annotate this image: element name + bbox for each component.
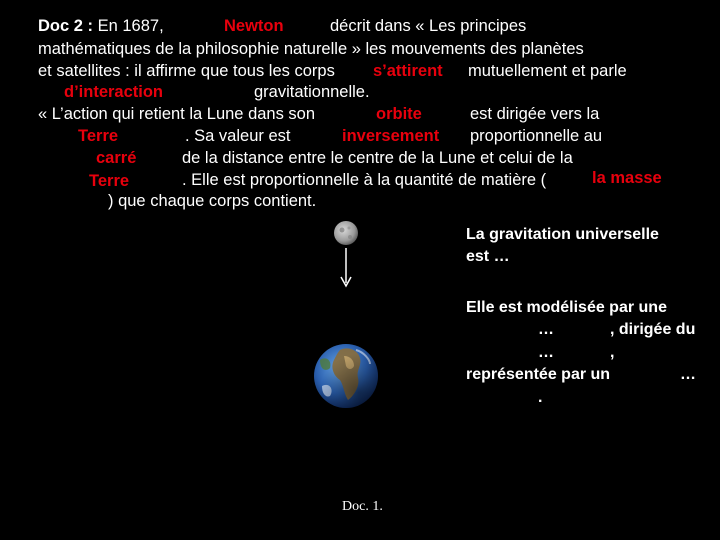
doc2-l6-a: . Sa valeur est (185, 127, 291, 145)
gravity-arrow (341, 248, 351, 286)
answer-masse: la masse (592, 169, 662, 187)
side-model-comma: , (610, 344, 615, 361)
doc2-line-1 (38, 16, 164, 36)
side-gravitation-line-1: La gravitation universelle (466, 226, 659, 243)
gravitation-illustration (300, 210, 420, 420)
doc2-l3-a: et satellites : il affirme que tous les corps (38, 62, 335, 80)
answer-carre: carré (96, 149, 137, 167)
side-model-blank-3: … (680, 366, 696, 383)
doc1-caption: Doc. 1. (342, 499, 383, 514)
doc2-l6-b: proportionnelle au (470, 127, 603, 145)
side-model-line-4: représentée par un (466, 366, 611, 383)
doc2-l3-b: mutuellement et parle (468, 62, 627, 80)
doc2-l5-a: « L’action qui retient la Lune dans son (38, 105, 316, 123)
moon-icon (334, 221, 358, 245)
answer-interaction: d’interaction (64, 83, 164, 101)
doc2-l1-b: décrit dans « Les principes (330, 17, 527, 35)
doc2-label: Doc 2 : (38, 17, 94, 35)
side-model-period: . (538, 389, 543, 406)
doc2-line-7: de la distance entre le centre de la Lune et celui de la (182, 149, 573, 167)
earth-icon (314, 344, 378, 408)
doc2-line-2: mathématiques de la philosophie naturelle » les mouvements des planètes (38, 40, 584, 58)
side-model-blank-1: … (538, 321, 554, 338)
side-model-line-1: Elle est modélisée par une (466, 299, 667, 316)
side-gravitation-line-2: est … (466, 248, 510, 265)
doc2-line-4: gravitationnelle. (254, 83, 370, 101)
side-model-blank-2: … (538, 344, 554, 361)
answer-terre-1: Terre (78, 127, 119, 145)
answer-orbite: orbite (376, 105, 422, 123)
doc2-l5-b: est dirigée vers la (470, 105, 600, 123)
doc2-line-9: ) que chaque corps contient. (108, 192, 317, 210)
answer-terre-2: Terre (89, 172, 130, 190)
answer-attirent: s’attirent (373, 62, 443, 80)
doc2-l8-a: . Elle est proportionnelle à la quantité de matière ( (182, 171, 547, 189)
doc2-l1-a: En 1687, (97, 17, 164, 35)
answer-inversement: inversement (342, 127, 440, 145)
answer-newton: Newton (224, 17, 284, 35)
side-model-line-2: , dirigée du (610, 321, 696, 338)
